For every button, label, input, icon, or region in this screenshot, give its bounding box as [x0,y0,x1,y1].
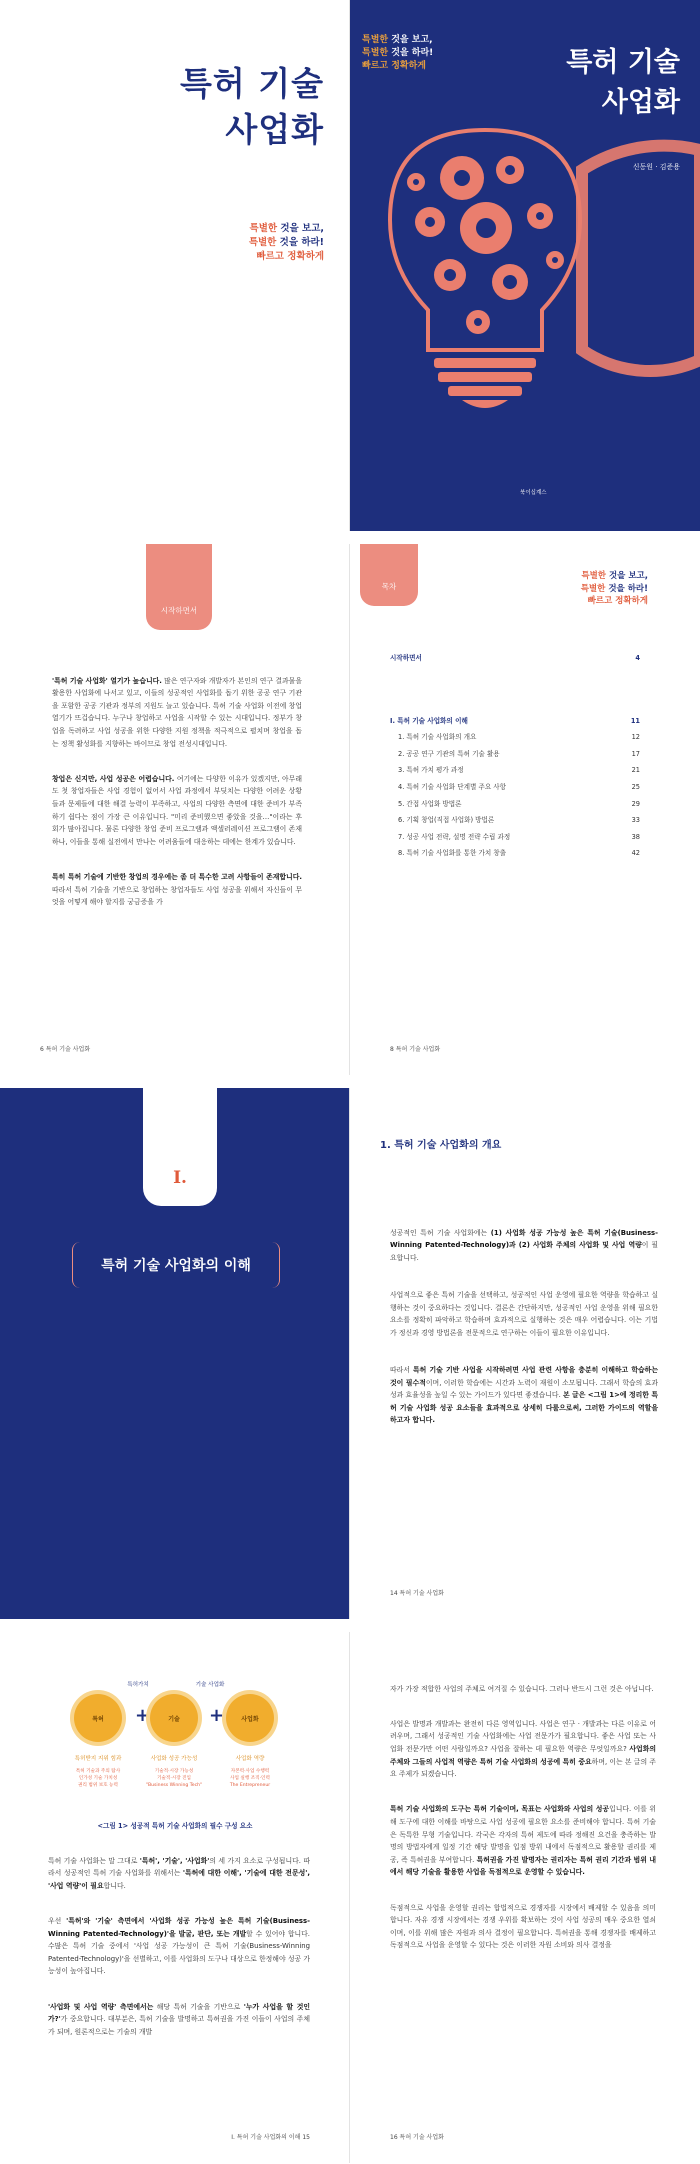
toc-entry-label: 4. 특허 기술 사업화 단계별 주요 사항 [398,782,507,791]
continuation-p2-bold: 특허 기술 사업화의 도구는 특허 기술이며, 목표는 사업화와 사업의 성공 [390,1805,610,1814]
toc-entry-label: 1. 특허 기술 사업화의 개요 [398,733,477,742]
continuation-paragraph-2 [390,1803,656,1879]
spread-separator [0,531,700,544]
continuation-footer: 16 특허 기술 사업화 [390,2134,444,2141]
figure-circle-label: 사업화 [241,1715,259,1723]
figure-p2-text: 우선 [48,1916,67,1925]
back-cover [0,0,350,531]
preface-paragraph-1 [52,675,302,751]
continuation-paragraph-1 [390,1718,656,1781]
section-p1-text: 성공적인 특허 기술 사업화에는 [390,1228,491,1237]
lightbulb-gears-illustration [350,110,700,490]
section-p1-bold: (1) 사업화 성공 가능성 높은 특허 기술(Business-Winning Patented-Technology)과 (2) 사업화 주체의 사업화 및 사업 역량 [390,1228,659,1250]
toc-entry[interactable] [390,713,640,730]
figure-paragraph-3 [48,2001,310,2039]
figure-1 [0,1632,350,1832]
section-p3-bold: 특허 기술 기반 사업을 시작하려면 사업 관련 사항을 충분히 이해하고 학습하는 것이 필수적 [390,1365,658,1387]
figure-circle-patent [74,1694,122,1742]
section-p1-text: 이 필요합니다. [390,1241,658,1262]
toc-entry-page: 25 [631,782,640,791]
spread-separator [0,1075,700,1088]
figure-p3-text: 해당 특허 기술을 기반으로 [153,2002,244,2011]
toc-tab-label: 목차 [381,582,397,591]
tagline-text: 것을 보고, [388,35,433,45]
figure-circle-business [226,1694,274,1742]
tagline-text: 것을 하라! [388,48,434,58]
tagline-highlight: 특별한 [248,237,277,248]
tagline-text: 것을 보고, [277,223,324,234]
tagline-line3: 빠르고 정확하게 [587,596,648,606]
continuation-paragraph-0: 자가 가장 적합한 사업의 주체로 여겨질 수 있습니다. 그러나 반드시 그런 것은 아닙니다. [390,1684,654,1693]
spread-preface-toc [0,544,700,1075]
toc-entry-page: 17 [631,749,640,758]
figure-caption: 사업화 역량 [235,1756,265,1762]
tagline-line3: 빠르고 정확하게 [362,61,426,71]
preface-p3-text: 따라서 특허 기술을 기반으로 창업하는 창업자들도 사업 성공을 위해서 자신들이 무엇을 어떻게 해야 할지를 궁금증을 가 [52,885,302,907]
figure-top-label: 기술 사업화 [195,1682,225,1688]
toc-entry-page: 21 [631,766,640,775]
toc-entry-page: 29 [631,799,640,808]
preface-paragraph-2 [52,773,302,849]
preface-p1-text: 많은 연구자와 개발자가 본인의 연구 결과물을 활용한 사업화에 나서고 있고, 이들의 성공적인 사업화를 돕기 위한 공공 연구 기관을 포함한 공공 기관과 정부의 지원도 늘고 있습니다. 특허 기술 사업화 이전에 창업 열기가 뜨겁습니다. 누구나 창업하고 사업을 시작할 수 있는 시대입니다. 정부가 창업을 독려하고 사업 성공을 위한 다양한 지원 정책을 적극적으로 펼치며 창업을 돕는 정책 활성화를 지향하는 바이므로 창업 전성시대입니다. [52,676,302,748]
toc-entry[interactable] [398,746,640,763]
tagline-text: 것을 하라! [276,237,324,248]
figure-paragraph-1 [48,1855,310,1893]
toc-page [350,544,700,1075]
tagline-highlight: 특별한 [581,571,606,581]
toc-entry-page: 42 [631,849,640,858]
figure-p3-bold: '사업화 및 사업 역량' 측면에서는 [48,2002,154,2011]
section-paragraph-1 [390,1227,658,1265]
toc-entry[interactable] [398,812,640,829]
figure-p3-text: 가 중요합니다. 대부분은, 특허 기술을 발명하고 특허권을 가진 이들이 사업의 주체가 되며, 원론적으로는 기술의 개발 [48,2015,310,2036]
front-title-line1: 특허 기술 [566,47,680,78]
preface-paragraph-3 [52,871,302,909]
figure-p1-text: 특허 기술 사업화는 말 그대로 [48,1856,140,1865]
authors: 신동원 · 김준용 [632,163,680,171]
chapter-tab [143,1088,217,1206]
section-p3-bold: 본 글은 <그림 1>에 정리한 특허 기술 사업화 성공 요소들을 효과적으로 상세히 다룰으로써, 그러한 가이드의 역할을 하고자 합니다. [390,1391,658,1425]
toc-entry[interactable] [398,762,640,779]
continuation-p2-bold: 특허권을 가진 발명자는 권리자는 특허 권리 기간과 범위 내에서 해당 기술을 활용한 사업을 독점적으로 운영할 수 있습니다. [390,1855,656,1877]
figure-subcaption: 기술적·시장 가능성 기술적·시장 진입 "Business Winning Tech" [145,1769,203,1788]
toc-entry-label: I. 특허 기술 사업화의 이해 [390,716,468,725]
figure-footer: I. 특허 기술 사업화의 이해 15 [231,2134,310,2141]
chapter-numeral: I. [173,1168,187,1188]
continuation-paragraph-3: 독점적으로 사업을 운영할 권리는 합법적으로 경쟁자를 시장에서 배제할 수 있음을 의미합니다. 자유 경쟁 시장에서는 경쟁 우위를 확보하는 것이 사업 성공의 매우 중요한 열쇠이며, 이를 위해 많은 자원과 의사 결정이 필요합니다. 특허권을 통해 경쟁자를 배제하고 독점적으로 사업을 운영할 수 있다는 것은 이러한 자원 소비와 의사 결정을 [390,1903,656,1950]
toc-entry-page: 12 [631,733,640,742]
preface-p3-bold: 특히 특허 기술에 기반한 창업의 경우에는 좀 더 특수한 고려 사항들이 존재합니다. [52,872,302,881]
toc-entry[interactable] [390,650,640,667]
figure-circle-label: 기술 [168,1715,180,1723]
front-title-line2: 사업화 [601,87,680,118]
figure-page [0,1632,350,2163]
section-p3-text: 따라서 [390,1365,413,1374]
back-title-line1: 특허 기술 [179,64,324,103]
toc-entry-label: 시작하면서 [390,654,422,662]
section-p3-text: 이며, 이러한 학습에는 시간과 노력이 재원이 소모됩니다. 그래서 학습의 효과성과 효율성을 높일 수 있는 가이드가 있다면 좋겠습니다. [390,1378,658,1400]
spread-separator [0,1619,700,1632]
toc-entry[interactable] [398,779,640,796]
figure-subcaption: 특허 기술과 주의 탐사 인가성 기술 가치성 권리 범위 보호 능력 [75,1769,121,1788]
toc-entry-label: 7. 성공 사업 전략, 설명 전략 수립 과정 [398,832,511,841]
toc-entry[interactable] [398,829,640,846]
preface-footer: 6 특허 기술 사업화 [40,1046,91,1053]
toc-entry-page: 38 [631,832,640,841]
continuation-p2-text: 입니다. 이를 위해 도구에 대한 이해를 바탕으로 사업 성공에 필요한 요소를 준비해야 합니다. 특허 기술은 독특한 무형 기술입니다. 각국은 각자의 특허 제도에 따라 정해진 요건을 충족하는 발명의 방법자에게 일정 기간 해당 발명을 입점 방위 내에서 독점적으로 활용할 권리를 제공, 즉 특허권을 부여합니다. [390,1805,656,1864]
front-tagline [362,34,433,73]
figure-caption: 사업화 성공 가능성 [150,1756,198,1762]
figure-p1-text: 합니다. [103,1881,126,1890]
continuation-p1-bold: 사업화의 주체와 그들의 사업적 역량은 특허 기술 사업화의 성공에 특히 중요 [390,1744,656,1766]
toc-entry-label: 6. 기획 창업(직접 사업화) 방법론 [398,816,495,825]
preface-p2-bold: 창업은 신지만, 사업 성공은 어렵습니다. [52,774,175,783]
figure-p2-bold: '특허'와 '기술' 측면에서 '사업화 성공 가능성 높은 특허 기술(Business-Winning Patented-Technology)'을 발굴, 판단, 또는 개발 [48,1916,310,1938]
plus-icon: + [135,1705,151,1726]
tagline-text: 것을 보고, [606,571,648,581]
plus-icon: + [209,1705,225,1726]
section-page [350,1088,700,1619]
tagline-highlight: 특별한 [362,35,389,45]
toc-subsections [390,729,640,862]
continuation-body [390,1670,656,1964]
figure-p1-text: 의 세 가지 요소로 구성됩니다. 따라서 성공적인 특허 기술 사업화를 위해서는 [48,1856,310,1878]
section-paragraph-3 [390,1364,658,1427]
continuation-page [350,1632,700,2163]
front-cover [350,0,700,531]
tagline-highlight: 특별한 [580,583,606,594]
figure-subcaption: 자본력·사업 수행력 사업 실행 조직·인력 The Entrepreneur [229,1769,271,1788]
chapter-opener-page [0,1088,350,1619]
spread-figure [0,1632,700,2163]
toc-entry-page: 11 [630,716,640,725]
toc-entry[interactable] [398,796,640,813]
tagline-highlight: 특별한 [362,48,389,58]
preface-p2-text: 여기에는 다양한 이유가 있겠지만, 아무래도 첫 창업자들은 사업 경험이 없어서 사업 과정에서 부딪치는 다양한 어려운 상황들과 문제들에 대한 해결 능력이 부족하고, 사업의 다양한 측면에 대한 준비가 부족하기 쉽다는 점이 가장 큰 이유입니다. "미리 준비했으면 좋았을 것을…"이라는 후회가 많아집니다. 물론 다양한 창업 준비 프로그램과 액셀러레이션 프로그램이 존재하나, 이들을 통해 실전에서 만나는 어려움들에 대응하는 데에는 한계가 있습니다. [52,774,302,846]
figure-caption: 특허받지 지위 힘과 [74,1756,122,1762]
figure-p2-text: 할 수 있어야 합니다. 수많은 특허 기술 중에서 '사업 성공 가능성이 큰 특허 기술(Business-Winning Patented-Technology)'을 선별하고, 이를 사업화의 도구나 대상으로 한정해야 성공 가능성이 높아집니다. [48,1929,310,1976]
toc-entry[interactable] [398,845,640,862]
continuation-p1-text: 사업은 발명과 개발과는 완전히 다른 영역입니다. 사업은 연구 · 개발과는 다른 이유로 어려우며, 그래서 성공적인 기술 사업화에는 사업 전문가가 필요합니다. 좋은 사업 또는 사업화 전문가만 어떤 사람일까요? 사업을 잘하는 데 필요한 역량은 무엇일까요? [390,1719,656,1753]
preface-page [0,544,350,1075]
toc-list [390,650,640,862]
back-tagline [249,222,324,264]
publisher-logo: 북이십계스 [520,490,547,496]
spread-cover [0,0,700,531]
tagline-highlight: 특별한 [249,223,278,234]
toc-entry-label: 8. 특허 기술 사업화를 통한 가치 창출 [398,849,507,858]
continuation-p1-text: 하며, 이는 본 글의 주요 주제가 되겠습니다. [390,1757,657,1779]
preface-body [52,662,302,921]
toc-tab [360,544,418,606]
chapter-title: 특허 기술 사업화의 이해 [101,1258,251,1274]
back-title-line2: 사업화 [225,110,324,149]
figure-caption-title: <그림 1> 성공적 특허 기술 사업화의 필수 구성 요소 [97,1822,253,1830]
figure-p1-bold: '특허에 대한 이해', '기술에 대한 전문성', '사업 역량'이 필요 [48,1869,310,1890]
toc-entry-label: 5. 간접 사업화 방법론 [398,799,462,808]
section-heading: 1. 특허 기술 사업화의 개요 [380,1140,502,1151]
figure-p1-bold: '특허', '기술', '사업화' [139,1856,210,1865]
toc-entry-page: 4 [635,654,640,662]
figure-paragraph-2 [48,1915,310,1978]
toc-entry-page: 33 [631,816,640,825]
figure-top-label: 특허가치 [127,1682,149,1688]
preface-tab [146,544,212,630]
figure-circle-technology [150,1694,198,1742]
toc-footer: 8 특허 기술 사업화 [390,1046,441,1053]
figure-page-body [48,1842,310,2051]
toc-entry[interactable] [398,729,640,746]
section-body [390,1214,658,1440]
toc-entry-label: 3. 특허 가치 평가 과정 [398,766,464,775]
figure-circle-label: 특허 [92,1715,104,1723]
toc-entry-label: 2. 공공 연구 기관의 특허 기술 활용 [398,749,500,758]
chapter-title-frame [72,1242,280,1288]
preface-p1-bold: '특허 기술 사업화' 열기가 높습니다. [52,676,162,685]
figure-p3-bold: '누가 사업을 할 것인가?' [48,2002,311,2024]
preface-tab-label: 시작하면서 [160,606,198,615]
toc-tagline [581,570,648,608]
section-paragraph-2: 사업적으로 좋은 특허 기술을 선택하고, 성공적인 사업 운영에 필요한 역량을 학습하고 실행하는 것이 중요하다는 것입니다. 결론은 간단하지만, 성공적인 사업 운영을 위해 필요한 요소를 정확히 파악하고 학습하며 효과적으로 실행하는 것은 매우 어렵습니다. 이는 기법가 정신과 경영 방법론을 전문적으로 연구하는 이들이 필요한 이유입니다. [390,1290,658,1337]
spread-chapter [0,1088,700,1619]
section-footer: 14 특허 기술 사업화 [390,1590,444,1597]
tagline-text: 것을 하라! [605,583,648,594]
tagline-line3: 빠르고 정확하게 [256,251,324,262]
